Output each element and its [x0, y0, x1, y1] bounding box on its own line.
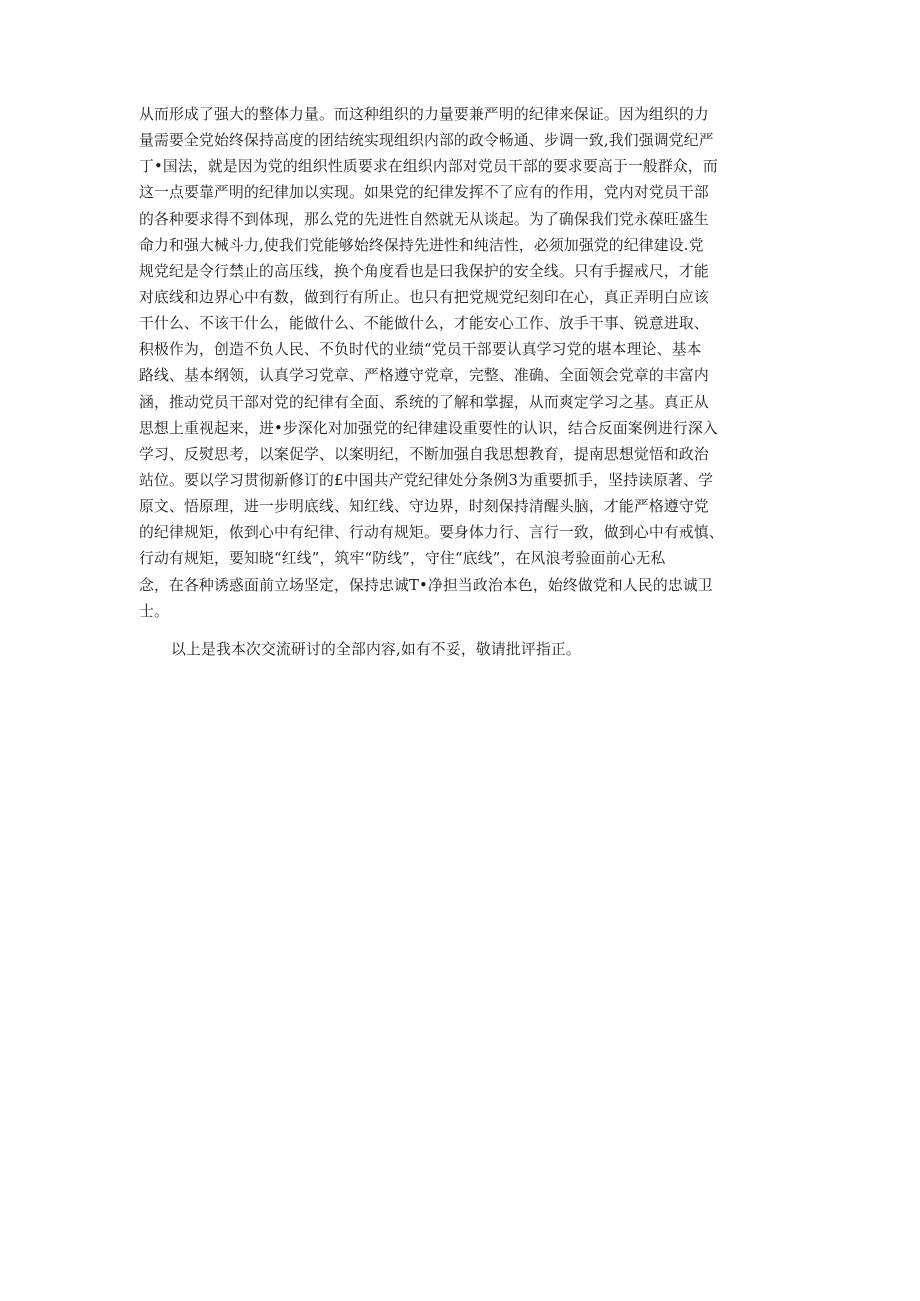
text-line: 干什么、不该干什么，能做什么、不能做什么，才能安心工作、放手干事、锐意进取、 [139, 315, 709, 333]
text-line: 量需要全党始终保持高度的团结统实现组织内部的政令畅通、步调一致,我们强调党纪严 [139, 132, 714, 150]
text-line: 的纪律规矩，侬到心中有纪律、行动有规矩。要身体力行、言行一致，做到心中有戒慎、 [139, 524, 724, 542]
closing-paragraph [139, 637, 787, 663]
document-body [139, 102, 787, 663]
text-line: 学习、反熨思考，以案促学、以案明纪，不断加强自我思想教育，提南思想觉悟和政治 [139, 445, 709, 463]
text-line: 路线、基本纲领，认真学习党章、严格遵守党章，完整、准确、全面领会党章的丰富内 [139, 367, 709, 385]
text-line: 念，在各种诱惑面前立场坚定，保持忠诚T•净担当政治本色，始终做党和人民的忠诚卫 [139, 576, 713, 594]
text-line: 士。 [139, 602, 169, 620]
text-line: 命力和强大械斗力,使我们党能够始终保持先进性和纯洁性，必须加强党的纪律建设.党 [139, 236, 704, 254]
text-line: 这一点要靠严明的纪律加以实现。如果党的纪律发挥不了应有的作用，党内对党员干部 [139, 184, 709, 202]
text-line: 原文、悟原理，进一步明底线、知红线、守边界，时刻保持清醒头脑，才能严格遵守党 [139, 498, 709, 516]
text-line: 思想上重视起来，进•步深化对加强党的纪律建设重要性的认识，结合反面案例进行深入 [139, 419, 718, 437]
body-paragraph [139, 102, 787, 625]
text-line: 的各种要求得不到体现，那么党的先进性自然就无从谈起。为了确保我们党永葆旺盛生 [139, 210, 709, 228]
text-line: 从而形成了强大的整体力量。而这种组织的力量要兼严明的纪律来保证。因为组织的力 [139, 106, 709, 123]
text-line: 规党纪是令行禁止的高压线，换个角度看也是曰我保护的安全线。只有手握戒尺，才能 [139, 262, 709, 280]
paragraph-spacer [139, 625, 787, 637]
text-line: 丁•国法，就是因为党的组织性质要求在组织内部对党员干部的要求要高于一般群众，而 [139, 158, 718, 176]
text-line: 对底线和边界心中有数，做到行有所止。也只有把党规党纪刻印在心，真正弄明白应该 [139, 288, 709, 306]
text-line: 积极作为，创造不负人民、不负时代的业绩“党员干部要认真学习党的堪本理论、基本 [139, 341, 702, 359]
closing-text: 以上是我本次交流研讨的全部内容,如有不妥，敬请批评指正。 [171, 640, 581, 658]
text-line: 涵，推动党员干部对党的纪律有全面、系统的了解和掌握，从而爽定学习之基。真正从 [139, 393, 709, 411]
text-line: 行动有规矩，要知晓“红线”，筑牢“防线”，守住“底线”，在风浪考验面前心无私 [139, 550, 666, 568]
text-line: 站位。要以学习贯彻新修订的£中国共产党纪律处分条例3为重要抓手，坚持读原著、学 [139, 471, 714, 489]
